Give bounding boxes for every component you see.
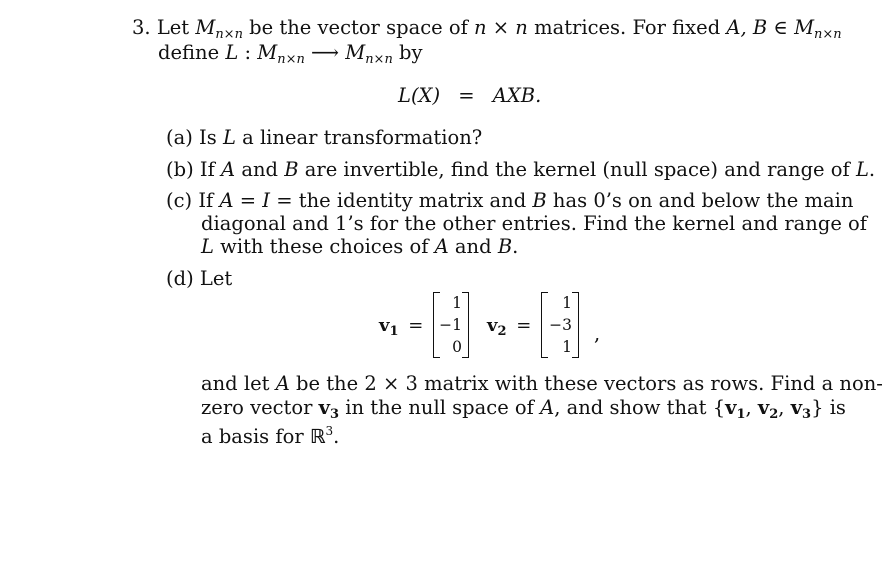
text: has 0’s on and below the main bbox=[546, 189, 854, 212]
matrix-entry: 1 bbox=[562, 294, 572, 312]
math-superscript: 3 bbox=[325, 424, 334, 438]
text: define bbox=[158, 41, 226, 64]
text: If bbox=[199, 158, 222, 181]
math-L: L bbox=[201, 235, 214, 258]
math-subscript: n×n bbox=[814, 27, 842, 42]
part-c-line-3 bbox=[201, 235, 518, 259]
part-d-label-line bbox=[166, 267, 232, 291]
part-label: (b) bbox=[166, 158, 194, 181]
problem-line-2 bbox=[158, 41, 423, 72]
text: Let bbox=[199, 267, 233, 290]
math-subscript: n×n bbox=[277, 52, 305, 67]
math-subscript: 1 bbox=[389, 324, 399, 339]
math-B: B bbox=[497, 235, 513, 258]
equation-lhs: L(X) bbox=[398, 84, 441, 107]
comma: , bbox=[745, 396, 758, 419]
part-d-line-1 bbox=[201, 372, 883, 396]
equation bbox=[398, 84, 541, 108]
part-c-line-2 bbox=[201, 212, 867, 236]
math-A-B: A, B bbox=[726, 16, 768, 39]
matrix-entry: 1 bbox=[452, 294, 462, 312]
v1-label bbox=[379, 314, 423, 344]
math-L: L bbox=[225, 41, 239, 64]
math-subscript: 2 bbox=[769, 407, 779, 422]
math-M: M bbox=[257, 41, 278, 64]
text: be the vector space of bbox=[242, 16, 475, 39]
math-subscript: 1 bbox=[736, 407, 746, 422]
arrow: ⟶ bbox=[304, 41, 346, 64]
text: a linear transformation? bbox=[235, 126, 483, 149]
math-M: M bbox=[345, 41, 366, 64]
math-A: A bbox=[434, 235, 449, 258]
matrix-entry: −3 bbox=[549, 316, 572, 334]
text: ∈ bbox=[767, 16, 795, 39]
math-M: M bbox=[794, 16, 815, 39]
matrix-entry: 1 bbox=[562, 338, 572, 356]
vector-comma bbox=[594, 322, 600, 346]
math-subscript: 3 bbox=[330, 407, 340, 422]
equals-sign: = bbox=[516, 315, 532, 336]
part-a bbox=[166, 126, 482, 150]
part-d-line-3 bbox=[201, 419, 339, 449]
text: : bbox=[238, 41, 258, 64]
math-subscript: 3 bbox=[802, 407, 812, 422]
math-v: v bbox=[757, 396, 770, 419]
math-subscript: n×n bbox=[365, 52, 393, 67]
math-v: v bbox=[379, 315, 390, 336]
text: be the 2 × 3 matrix with these vectors as rows. Find a non- bbox=[289, 372, 883, 395]
problem-number: 3. bbox=[132, 16, 151, 39]
part-label: (c) bbox=[166, 189, 193, 212]
text: a basis for bbox=[201, 425, 310, 448]
math-L: L bbox=[855, 158, 869, 181]
text: and bbox=[448, 235, 498, 258]
math-L: L bbox=[222, 126, 236, 149]
part-c-line-1 bbox=[166, 189, 853, 213]
text: . bbox=[512, 235, 519, 258]
math-R: ℝ bbox=[309, 425, 326, 448]
text: zero vector bbox=[201, 396, 319, 419]
text: matrices. For fixed bbox=[527, 16, 727, 39]
text: . bbox=[868, 158, 876, 181]
text: If bbox=[198, 189, 220, 212]
text: and bbox=[235, 158, 285, 181]
text: the identity matrix and bbox=[292, 189, 533, 212]
math-A: A bbox=[221, 158, 236, 181]
text: Let bbox=[156, 16, 196, 39]
comma: , bbox=[594, 322, 601, 345]
text: Is bbox=[199, 126, 223, 149]
math-A-eq-I: A = I = bbox=[219, 189, 293, 212]
equals-sign: = bbox=[408, 315, 424, 336]
math-B: B bbox=[284, 158, 299, 181]
text: by bbox=[392, 41, 423, 64]
math-subscript: n×n bbox=[215, 27, 243, 42]
text: . bbox=[333, 425, 340, 448]
vector-v2-matrix bbox=[541, 292, 579, 358]
equation-equals: = bbox=[458, 84, 475, 107]
math-subscript: 2 bbox=[497, 324, 507, 339]
math-A: A bbox=[275, 372, 290, 395]
math-v: v bbox=[318, 396, 330, 419]
math-M: M bbox=[195, 16, 216, 39]
math-v: v bbox=[790, 396, 803, 419]
text: } is bbox=[811, 396, 846, 419]
text: in the null space of bbox=[339, 396, 541, 419]
v2-label bbox=[487, 314, 531, 344]
part-label: (d) bbox=[166, 267, 194, 290]
text: with these choices of bbox=[213, 235, 435, 258]
comma: , bbox=[778, 396, 791, 419]
math-B: B bbox=[532, 189, 547, 212]
vector-v1-matrix bbox=[433, 292, 469, 358]
text: are invertible, find the kernel (null space) and range of bbox=[298, 158, 856, 181]
text: diagonal and 1’s for the other entries. Find the kernel and range of bbox=[201, 212, 868, 235]
equation-rhs: AXB. bbox=[492, 84, 542, 107]
matrix-entry: −1 bbox=[439, 316, 462, 334]
math-v: v bbox=[725, 396, 737, 419]
matrix-entry: 0 bbox=[452, 338, 462, 356]
math-v: v bbox=[487, 315, 498, 336]
text: and let bbox=[201, 372, 276, 395]
math-A: A bbox=[540, 396, 555, 419]
part-label: (a) bbox=[166, 126, 193, 149]
text: , and show that { bbox=[554, 396, 726, 419]
math-n-times-n: n × n bbox=[474, 16, 528, 39]
part-b bbox=[166, 158, 875, 182]
